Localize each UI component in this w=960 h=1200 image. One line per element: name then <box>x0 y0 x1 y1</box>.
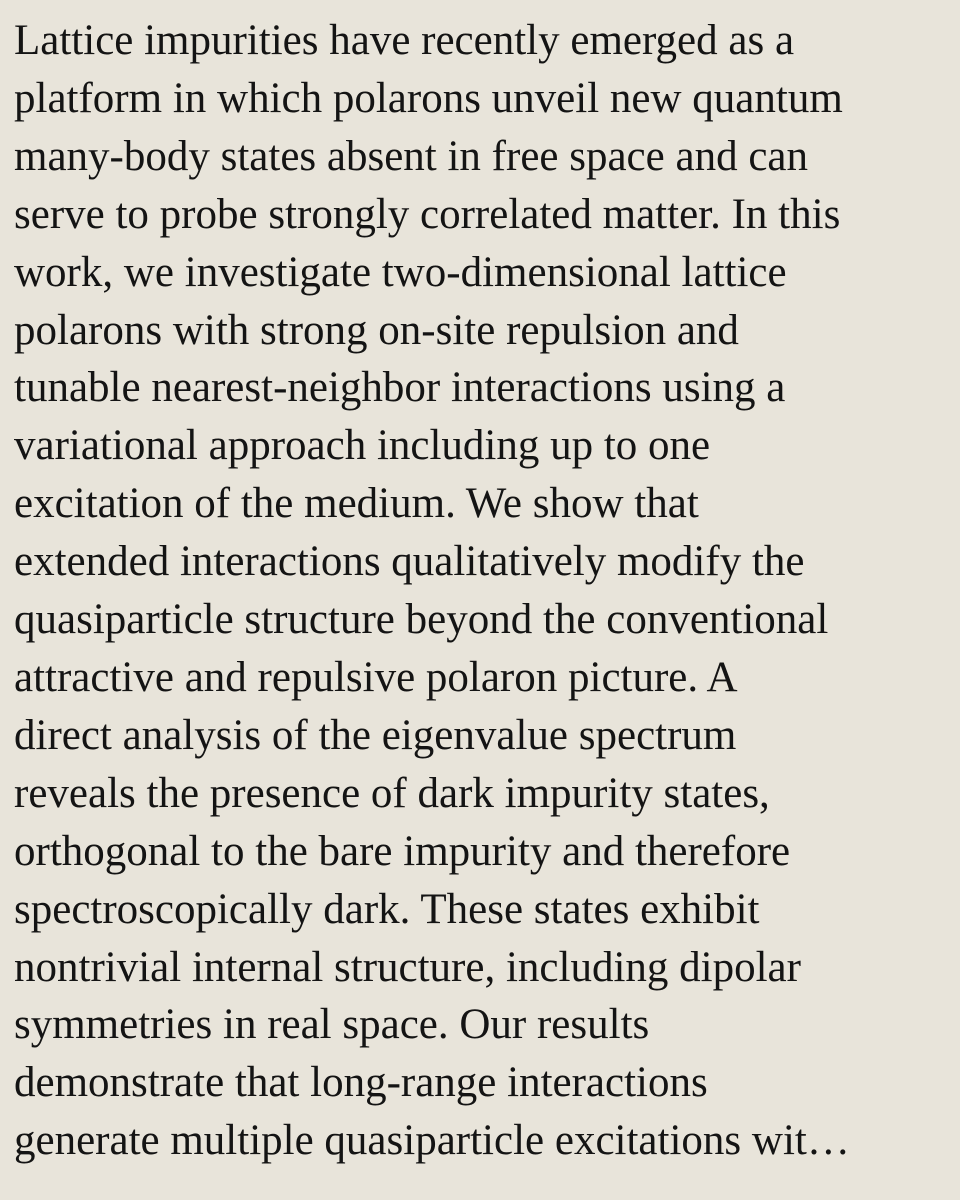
abstract-line: generate multiple quasiparticle excitations wit… <box>14 1117 850 1165</box>
abstract-line: work, we investigate two-dimensional lattice <box>14 248 787 296</box>
abstract-line: nontrivial internal structure, including dipolar <box>14 943 801 991</box>
abstract-line: variational approach including up to one <box>14 422 711 470</box>
abstract-line: spectroscopically dark. These states exhibit <box>14 885 760 933</box>
abstract-line: extended interactions qualitatively modify the <box>14 538 805 586</box>
abstract-line: many-body states absent in free space and can <box>14 132 808 180</box>
abstract-line: symmetries in real space. Our results <box>14 1001 650 1049</box>
abstract-line: tunable nearest-neighbor interactions using a <box>14 364 786 412</box>
abstract-line: platform in which polarons unveil new quantum <box>14 74 843 122</box>
abstract-line: attractive and repulsive polaron picture. A <box>14 653 738 701</box>
abstract-line: serve to probe strongly correlated matter. In this <box>14 190 841 238</box>
abstract-text <box>14 12 954 1170</box>
abstract-line: Lattice impurities have recently emerged as a <box>14 17 795 64</box>
abstract-line: quasiparticle structure beyond the conventional <box>14 596 829 644</box>
abstract-line: demonstrate that long-range interactions <box>14 1059 708 1107</box>
abstract-line: reveals the presence of dark impurity states, <box>14 769 770 817</box>
abstract-line: excitation of the medium. We show that <box>14 480 699 528</box>
abstract-line: direct analysis of the eigenvalue spectrum <box>14 711 737 759</box>
abstract-line: orthogonal to the bare impurity and therefore <box>14 827 791 875</box>
abstract-line: polarons with strong on-site repulsion and <box>14 306 739 354</box>
